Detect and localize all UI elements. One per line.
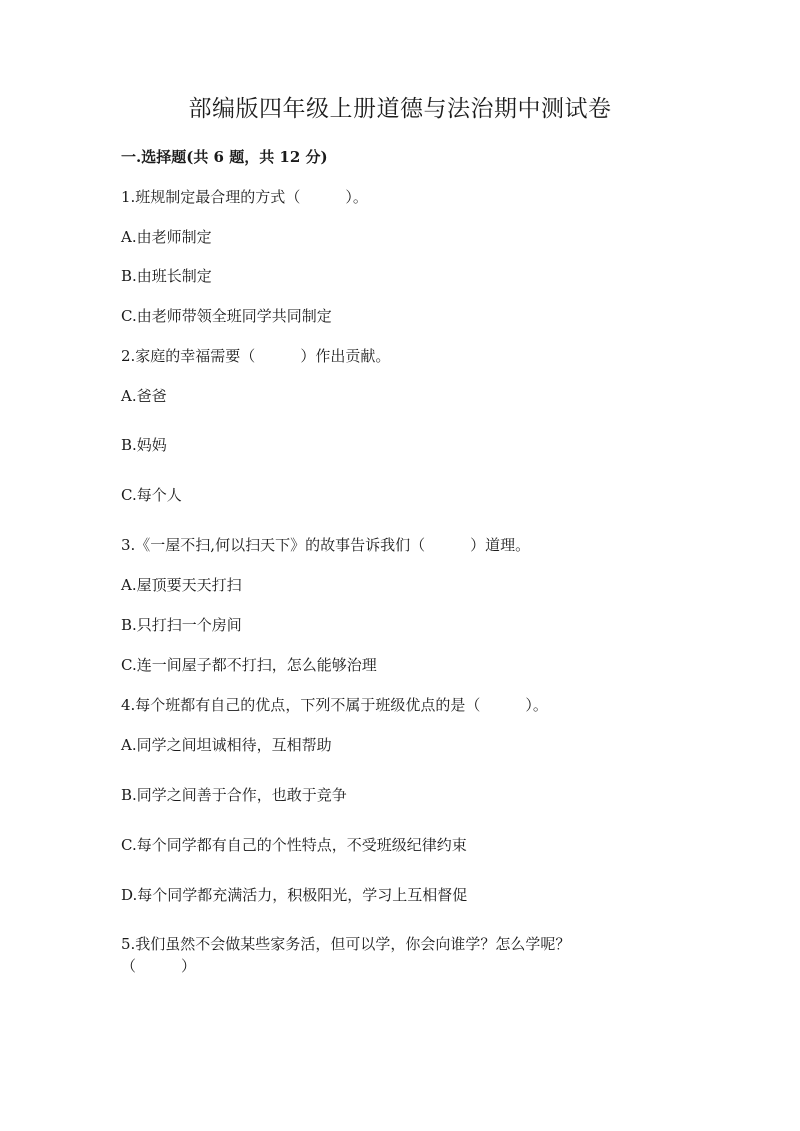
question-1-option-a: A.由老师制定 bbox=[121, 228, 212, 246]
question-4-option-d: D.每个同学都充满活力，积极阳光，学习上互相督促 bbox=[121, 886, 468, 904]
question-3-option-a: A.屋顶要天天打扫 bbox=[121, 576, 242, 594]
question-4-option-b: B.同学之间善于合作，也敢于竞争 bbox=[121, 786, 347, 804]
question-1-option-c: C.由老师带领全班同学共同制定 bbox=[121, 307, 332, 325]
question-1-option-b: B.由班长制定 bbox=[121, 267, 212, 285]
question-5-answer-blank: （ ） bbox=[121, 957, 197, 975]
page-title: 部编版四年级上册道德与法治期中测试卷 bbox=[188, 96, 612, 122]
question-2-stem: 2.家庭的幸福需要（ ）作出贡献。 bbox=[121, 347, 391, 365]
question-4-option-c: C.每个同学都有自己的个性特点，不受班级纪律约束 bbox=[121, 836, 467, 854]
question-4-option-a: A.同学之间坦诚相待，互相帮助 bbox=[121, 736, 332, 754]
question-3-option-b: B.只打扫一个房间 bbox=[121, 616, 242, 634]
question-3-option-c: C.连一间屋子都不打扫，怎么能够治理 bbox=[121, 656, 377, 674]
question-2-option-b: B.妈妈 bbox=[121, 436, 167, 454]
question-2-option-c: C.每个人 bbox=[121, 486, 182, 504]
question-3-stem: 3.《一屋不扫,何以扫天下》的故事告诉我们（ ）道理。 bbox=[121, 536, 531, 554]
question-4-stem: 4.每个班都有自己的优点，下列不属于班级优点的是（ ）。 bbox=[121, 696, 548, 714]
question-2-option-a: A.爸爸 bbox=[121, 387, 167, 405]
section-heading: 一.选择题(共 6 题，共 12 分) bbox=[121, 148, 328, 166]
question-5-stem: 5.我们虽然不会做某些家务活，但可以学，你会向谁学？怎么学呢？ bbox=[121, 935, 571, 953]
question-1-stem: 1.班规制定最合理的方式（ ）。 bbox=[121, 188, 368, 206]
